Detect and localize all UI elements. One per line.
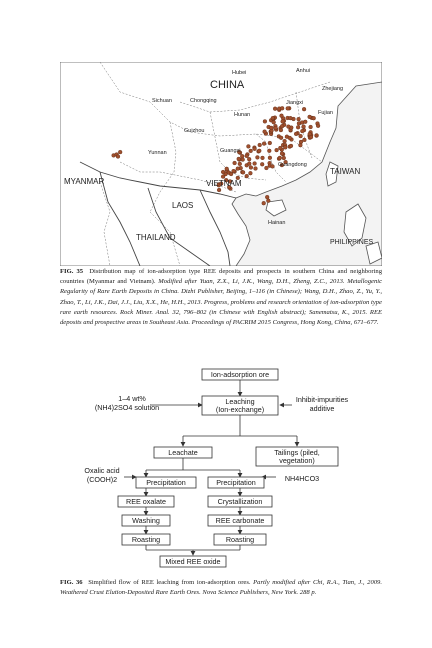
deposit-marker xyxy=(283,139,287,143)
oxalic-formula-label: (COOH)2 xyxy=(86,475,118,484)
deposit-marker xyxy=(274,126,278,130)
label-jiangxi: Jiangxi xyxy=(286,100,304,106)
deposit-marker xyxy=(253,147,257,151)
oxalic-acid-label: Oxalic acid xyxy=(84,466,120,475)
deposit-marker xyxy=(289,116,293,120)
distribution-map xyxy=(60,62,382,266)
deposit-marker xyxy=(299,140,303,144)
deposit-marker xyxy=(278,146,282,150)
deposit-marker xyxy=(240,154,244,158)
deposit-marker xyxy=(245,154,249,158)
deposit-marker xyxy=(297,117,301,121)
deposit-marker xyxy=(281,120,285,124)
deposit-marker xyxy=(303,120,307,124)
deposit-marker xyxy=(225,167,229,171)
leaching-node xyxy=(202,396,278,415)
deposit-marker xyxy=(303,138,307,142)
precipitation-right-label: Precipitation xyxy=(216,478,256,487)
deposit-marker xyxy=(268,156,272,160)
deposit-marker xyxy=(238,162,242,166)
deposit-marker xyxy=(287,125,291,129)
deposit-marker xyxy=(265,195,269,199)
deposit-marker xyxy=(229,172,233,176)
label-hubei: Hubei xyxy=(232,70,247,76)
washing-node xyxy=(122,515,170,526)
crystallization-label: Crystallization xyxy=(217,497,263,506)
tailings-label: Tailings (piled, xyxy=(274,448,320,457)
deposit-marker xyxy=(308,115,312,119)
deposit-marker xyxy=(247,145,251,149)
deposit-marker xyxy=(267,149,271,153)
deposit-marker xyxy=(279,136,283,140)
deposit-marker xyxy=(286,107,290,111)
label-hainan: Hainan xyxy=(268,220,286,226)
deposit-marker xyxy=(288,136,292,140)
deposit-marker xyxy=(262,201,266,205)
tailings-node xyxy=(256,447,338,466)
label-china: CHINA xyxy=(210,79,245,91)
deposit-marker xyxy=(221,175,225,179)
deposit-marker xyxy=(253,162,257,166)
label-yunnan: Yunnan xyxy=(148,150,167,156)
label-anhui: Anhui xyxy=(296,68,311,74)
deposit-marker xyxy=(237,157,241,161)
deposit-marker xyxy=(263,120,267,124)
inhibit-label: Inhibit-impurities xyxy=(295,395,349,404)
deposit-marker xyxy=(278,156,282,160)
figure-36-text: Simplified flow of REE leaching from ion-adsorption ores. xyxy=(88,579,251,586)
label-guangxi: Guangxi xyxy=(220,148,241,154)
deposit-marker xyxy=(316,124,320,128)
leaching-label: Leaching xyxy=(225,397,255,406)
leachate-label: Leachate xyxy=(168,448,198,457)
deposit-marker xyxy=(289,144,293,148)
figure-35-caption xyxy=(60,267,382,328)
figure-36-label: FIG. 36 xyxy=(60,579,83,586)
deposit-marker xyxy=(260,162,264,166)
ion-ore-label: Ion-adsorption ore xyxy=(210,370,270,379)
figure-35-citation: Modified after Yuan, Z.X., Li, J.K., Wang, D.H., Zheng, Z.C., 2013. Metallogenic Regularity of Rare Earth Deposits in China. Dizhi Publisher, Beijing, 1–116 (in Chinese); Wang, D.H., Zhao, Z., Yu, Y., Zhao, T., Li, J.K., Dai, J.J., Liu, X.X., He, H.H., 2013. Progress, problems and research orientation of ion-adsorption type rare earth resources. Rock Miner. Anal. 32, 796–802 (in Chinese with English abstract); Sanematsu, K., 2015. REE deposits and prospective areas in Southeast Asia. Proceedings of PACRIM 2015 Congress, Hong Kong, China, 671–677. xyxy=(60,278,383,327)
precipitation-left-label: Precipitation xyxy=(146,478,186,487)
figure-35-text: Distribution map of ion-adsorption type REE deposits and prospects in southern China and neighboring countries (Myanmar and Vietnam). xyxy=(60,268,382,286)
deposit-marker xyxy=(308,132,312,136)
deposit-marker xyxy=(270,126,274,130)
deposit-marker xyxy=(312,116,316,120)
label-hunan: Hunan xyxy=(234,112,251,118)
deposit-marker xyxy=(245,174,249,178)
deposit-marker xyxy=(271,116,275,120)
deposit-marker xyxy=(258,143,262,147)
deposit-marker xyxy=(299,134,303,138)
deposit-marker xyxy=(221,170,225,174)
deposit-marker xyxy=(262,142,266,146)
deposit-marker xyxy=(273,107,277,111)
deposit-marker xyxy=(257,149,261,153)
mixed-oxide-label: Mixed REE oxide xyxy=(165,557,221,566)
deposit-marker xyxy=(249,149,253,153)
precipitation-right-node xyxy=(208,477,264,488)
deposit-marker xyxy=(275,148,279,152)
crystallization-node xyxy=(208,496,272,507)
label-taiwan: TAIWAN xyxy=(330,167,361,176)
deposit-marker xyxy=(315,134,319,138)
deposit-marker xyxy=(247,157,251,161)
deposit-marker xyxy=(300,129,304,133)
figure-36-citation: Partly modified after Chi, R.A., Tian, J., 2009. Weathered Crust Elution-Deposited Rare Earth Ores. Nova Science Publishers, New York. 288 p. xyxy=(60,579,382,597)
label-guizhou: Guizhou xyxy=(184,128,205,134)
precipitation-left-node xyxy=(136,477,196,488)
ree-oxalate-label: REE oxalate xyxy=(126,497,166,506)
deposit-marker xyxy=(302,125,306,129)
reagent-solution-label: (NH4)2SO4 solution xyxy=(94,403,160,412)
leachate-node xyxy=(154,447,212,458)
mixed-oxide-node xyxy=(160,556,226,567)
label-philippines: PHILIPPINES xyxy=(330,239,374,246)
label-thailand: THAILAND xyxy=(136,233,176,242)
deposit-marker xyxy=(280,152,284,156)
deposit-marker xyxy=(249,166,253,170)
deposit-marker xyxy=(268,141,272,145)
reagent-label: 1–4 wt% xyxy=(118,394,146,403)
inhibit-additive-label: additive xyxy=(309,404,335,413)
deposit-marker xyxy=(247,162,251,166)
label-chongqing: Chongqing xyxy=(190,98,217,104)
nh4hco3-label: NH4HCO3 xyxy=(284,474,320,483)
tailings-sublabel: vegetation) xyxy=(279,456,315,465)
deposit-marker xyxy=(217,188,221,192)
label-sichuan: Sichuan xyxy=(152,98,172,104)
deposit-marker xyxy=(296,125,300,129)
label-guangdong: Guangdong xyxy=(278,162,307,168)
deposit-marker xyxy=(263,130,267,134)
label-zhejiang: Zhejiang xyxy=(322,86,344,92)
deposit-marker xyxy=(309,125,313,129)
deposit-marker xyxy=(118,150,122,154)
deposit-marker xyxy=(280,114,284,118)
deposit-marker xyxy=(236,167,240,171)
deposit-marker xyxy=(294,132,298,136)
deposit-marker xyxy=(266,199,270,203)
ree-carbonate-label: REE carbonate xyxy=(215,516,265,525)
roasting-left-label: Roasting xyxy=(131,535,161,544)
deposit-marker xyxy=(280,106,284,110)
deposit-marker xyxy=(271,165,275,169)
figure-36-caption xyxy=(60,578,382,598)
deposit-marker xyxy=(241,171,245,175)
deposit-marker xyxy=(233,161,237,165)
washing-label: Washing xyxy=(132,516,160,525)
deposit-marker xyxy=(256,156,260,160)
deposit-marker xyxy=(265,166,269,170)
ree-oxalate-node xyxy=(118,496,174,507)
flow-chart xyxy=(80,364,360,574)
label-myanmar: MYANMAR xyxy=(64,177,105,186)
deposit-marker xyxy=(279,128,283,132)
label-vietnam: VIETNAM xyxy=(206,179,242,188)
deposit-marker xyxy=(282,156,286,160)
ion-ore-node xyxy=(202,369,278,380)
deposit-marker xyxy=(116,155,120,159)
leaching-sublabel: (Ion-exchange) xyxy=(215,405,265,414)
roasting-right-node xyxy=(214,534,266,545)
label-fujian: Fujian xyxy=(318,110,333,116)
ree-carbonate-node xyxy=(208,515,272,526)
deposit-marker xyxy=(283,146,287,150)
roasting-left-node xyxy=(122,534,170,545)
deposit-marker xyxy=(249,171,253,175)
deposit-marker xyxy=(261,156,265,160)
roasting-right-label: Roasting xyxy=(225,535,255,544)
figure-35-label: FIG. 35 xyxy=(60,268,84,275)
deposit-marker xyxy=(272,120,276,124)
deposit-marker xyxy=(302,107,306,111)
label-laos: LAOS xyxy=(172,201,194,210)
deposit-marker xyxy=(280,124,284,128)
deposit-marker xyxy=(254,167,258,171)
